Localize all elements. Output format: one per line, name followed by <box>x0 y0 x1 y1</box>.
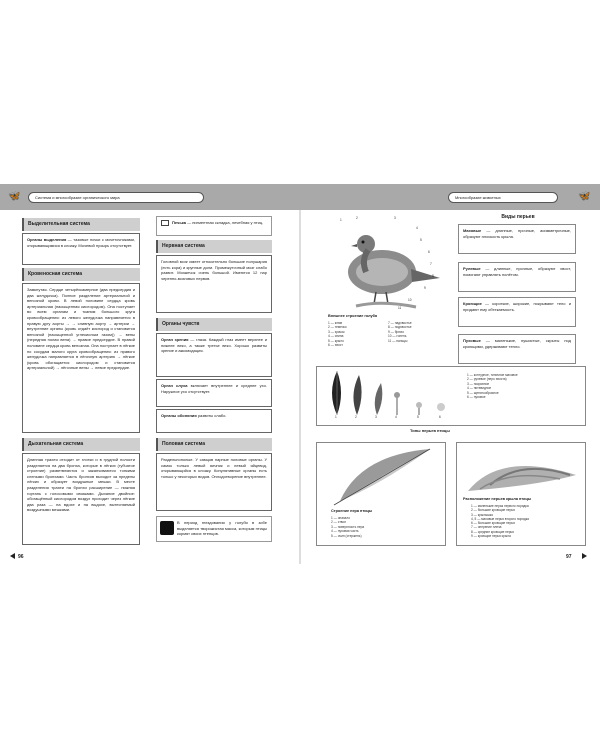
legend-item: 4 — спина <box>328 334 344 339</box>
butterfly-icon: 🦋 <box>578 191 591 202</box>
feather-kinds-title: Виды перьев <box>501 214 535 220</box>
legend-item: 6 — хвост <box>328 343 343 348</box>
legend-item: 5 — крыло <box>328 338 344 343</box>
pigeon-figure <box>316 214 448 350</box>
legend-item: 11 — пальцы <box>388 338 408 343</box>
feeding-note: В период гнездования у голубя в зобе выделяется творожистая масса, которым птицы кормят своих птенцов. <box>156 516 272 542</box>
callout-number: 4 <box>416 226 418 230</box>
callout-number: 5 <box>417 415 419 419</box>
legend-item: 4 — нитевидное <box>467 386 492 391</box>
wing-legend <box>471 504 529 538</box>
legend-item: 7 — оперение плеча <box>471 525 502 530</box>
callout-number: 4 <box>395 415 397 419</box>
excretory-heading: Выделительная система <box>22 218 140 231</box>
reproductive-text: Раздельнополые. У самцов парные половые органы. У самок только левый яичник и левый яйцевод, открывающийся в клоаку. Копулятивные органы есть только у некоторых видов. Оплодотворение внутреннее. <box>156 453 272 511</box>
feather-types-caption: Типы перьев птицы <box>410 428 450 433</box>
right-header-title: Многообразие животных <box>448 192 558 203</box>
legend-item: 5 — очин (стержень) <box>331 533 362 538</box>
legend-item: 1 — опахало <box>331 516 351 520</box>
wing-illustration <box>460 445 584 495</box>
prev-page-arrow-icon <box>10 553 15 559</box>
nervous-text: Головной мозг имеет относительно большие полушария (есть кора) и крупные доли. Промежуточный мозг слабо развит. Мозжечок очень большой. Имеются 12 пар черепно-мозговых нервов. <box>156 255 272 313</box>
legend-item: 2 — большие кроющие перья <box>471 508 515 513</box>
legend-item: 2 — ствол <box>331 520 347 525</box>
callout-number: 2 <box>356 216 358 220</box>
reproductive-heading: Половая система <box>156 438 272 451</box>
next-page-arrow-icon <box>582 553 587 559</box>
legend-item: 5 — щетинообразное <box>467 390 499 395</box>
feather-structure-legend <box>331 516 364 538</box>
callout-number: 1 <box>335 415 337 419</box>
callout-number: 2 <box>355 415 357 419</box>
callout-number: 9 <box>424 286 426 290</box>
callout-number: 11 <box>398 306 402 310</box>
legend-item: 4, 5 — маховые перья второго порядка <box>471 516 529 521</box>
legend-item: 10 — голень <box>388 334 407 339</box>
legend-item: 3 — поверхность пера <box>331 524 365 529</box>
contour-feathers-text: Кроющие — короткие, широкие, покрывают тело и придают ему обтекаемость. <box>458 297 576 327</box>
legend-item: 6 — большие кроющие перья <box>471 521 515 526</box>
wing-caption: Расположение перьев крыла птицы <box>463 497 532 501</box>
respiratory-text: Длинная трахея отходит от глотки и в грудной полости разделяется на два бронха, которые в лёгких (губчатое строение) разветвляются и заканчиваются тонкими слепыми бронхами. Часть бронхов выходит за пределы лёгких и образует воздушные мешки. В месте разделения трахеи на бронхи расширение — нижняя гортань с голосовыми связками. Дыхание двойное: обогащённый кислородом воздух проходит через лёгкие два раза — на вдохе и на выдохе, вытесняемый воздушными мешками. <box>22 453 140 545</box>
callout-number: 3 <box>394 216 396 220</box>
header-band <box>0 184 600 210</box>
feather-structure-figure <box>316 442 446 546</box>
left-header-title: Система и многообразие органического мира <box>28 192 204 203</box>
callout-number: 1 <box>340 218 342 222</box>
legend-item: 2 — рулевое (перо хвоста) <box>467 377 507 382</box>
down-feathers-text: Пуховые — маленькие, пушистые, скрыты под кроющими, удерживают тепло. <box>458 334 576 364</box>
book-icon <box>161 220 169 226</box>
feather-types-legend <box>467 373 518 399</box>
smell-text: Органы обоняния развиты слабо. <box>156 409 272 433</box>
callout-number: 5 <box>420 238 422 242</box>
left-page-number: 96 <box>18 554 24 560</box>
hearing-text: Орган слуха включает внутреннее и среднее ухо. Наружное ухо отсутствует. <box>156 379 272 407</box>
callout-number: 3 <box>375 415 377 419</box>
butterfly-icon: 🦋 <box>8 191 21 202</box>
pigeon-callout-numbers <box>316 214 448 314</box>
book-spine <box>299 210 301 564</box>
legend-item: 3 — зрачок <box>328 329 345 334</box>
pecten-note: Печька — пигментная складка, лечебная у птиц. <box>156 216 272 236</box>
respiratory-heading: Дыхательная система <box>22 438 140 451</box>
legend-item: 1 — клюв <box>328 321 343 325</box>
circulatory-text: Замкнутая. Сердце четырёхкамерное (два предсердия и два желудочка). Полное разделение артериальной и венозной крови. В левой половине сердца кровь артериальная (насыщенная кислородом). Она поступает во всем органам и тканям большого круга кровообращения: из левого желудочка направляется в правую дугу аорты → → сливную аорту → артерии → внутренние органы (кровь отдаёт кислород и становится венозной (насыщенной углекислым газом)) → вены (передняя полая вена) → правое предсердие. В правой половине сердца кровь венозная. Она поступает в лёгкие по сосудам малого круга кровообращения: из правого желудочка направляется в лёгочную артерию → лёгкие (кровь обогащается кислородом и становится артериальной) → лёгочные вены → левое предсердие. <box>22 283 140 433</box>
callout-number: 6 <box>439 415 441 419</box>
feather-types-illustration <box>325 369 455 417</box>
legend-item: 3 — покровное <box>467 381 490 386</box>
tail-feathers-text: Рулевые — длинные, прочные, образуют хвост, помогают управлять полётом. <box>458 262 576 292</box>
vision-text: Орган зрения — глаза. Каждый глаз имеет верхнее и нижнее веко, а также третье веко. Хорошо развиты зрение и аккомодация. <box>156 333 272 377</box>
legend-item: 9 — брюхо <box>388 329 405 334</box>
callout-number: 6 <box>428 250 430 254</box>
callout-number: 8 <box>432 274 434 278</box>
legend-item: 1 — маленькие перья первого порядка <box>471 504 529 508</box>
excretory-text: Органы выделения — тазовые почки с мочеточниками, открывающимися в клоаку. Мочевой пузырь отсутствует. <box>22 233 140 265</box>
feather-structure-caption: Строение пера птицы <box>331 509 373 513</box>
book-spread <box>0 184 600 564</box>
callout-number: 7 <box>430 262 432 266</box>
legend-item: 8 — средние кроющие перья <box>471 529 514 534</box>
legend-item: 4 — пуховая часть <box>331 529 359 534</box>
legend-item: 1 — контурное, типичное маховое <box>467 373 518 377</box>
senses-heading: Органы чувств <box>156 318 272 331</box>
callout-number: 10 <box>408 298 412 302</box>
right-page-number: 97 <box>566 554 572 560</box>
feather-types-figure <box>316 366 586 426</box>
flight-feathers-text: Маховые — длинные, прочные, асимметричные, образуют плоскость крыла. <box>458 224 576 254</box>
circulatory-heading: Кровеносная система <box>22 268 140 281</box>
legend-item: 8 — подхвостье <box>388 325 412 330</box>
wing-feathers-figure <box>456 442 586 546</box>
pigeon-caption: Внешнее строение голубя <box>328 314 378 318</box>
legend-item: 3 — крылышко <box>471 512 494 517</box>
nervous-heading: Нервная система <box>156 240 272 253</box>
legend-item: 2 — темечко <box>328 325 347 330</box>
feather-structure-illustration <box>320 445 444 507</box>
legend-item: 7 — надхвостье <box>388 321 412 325</box>
legend-item: 9 — кроющие перья крыла <box>471 534 511 539</box>
pen-icon <box>160 521 174 535</box>
legend-item: 6 — пуховое <box>467 395 486 400</box>
